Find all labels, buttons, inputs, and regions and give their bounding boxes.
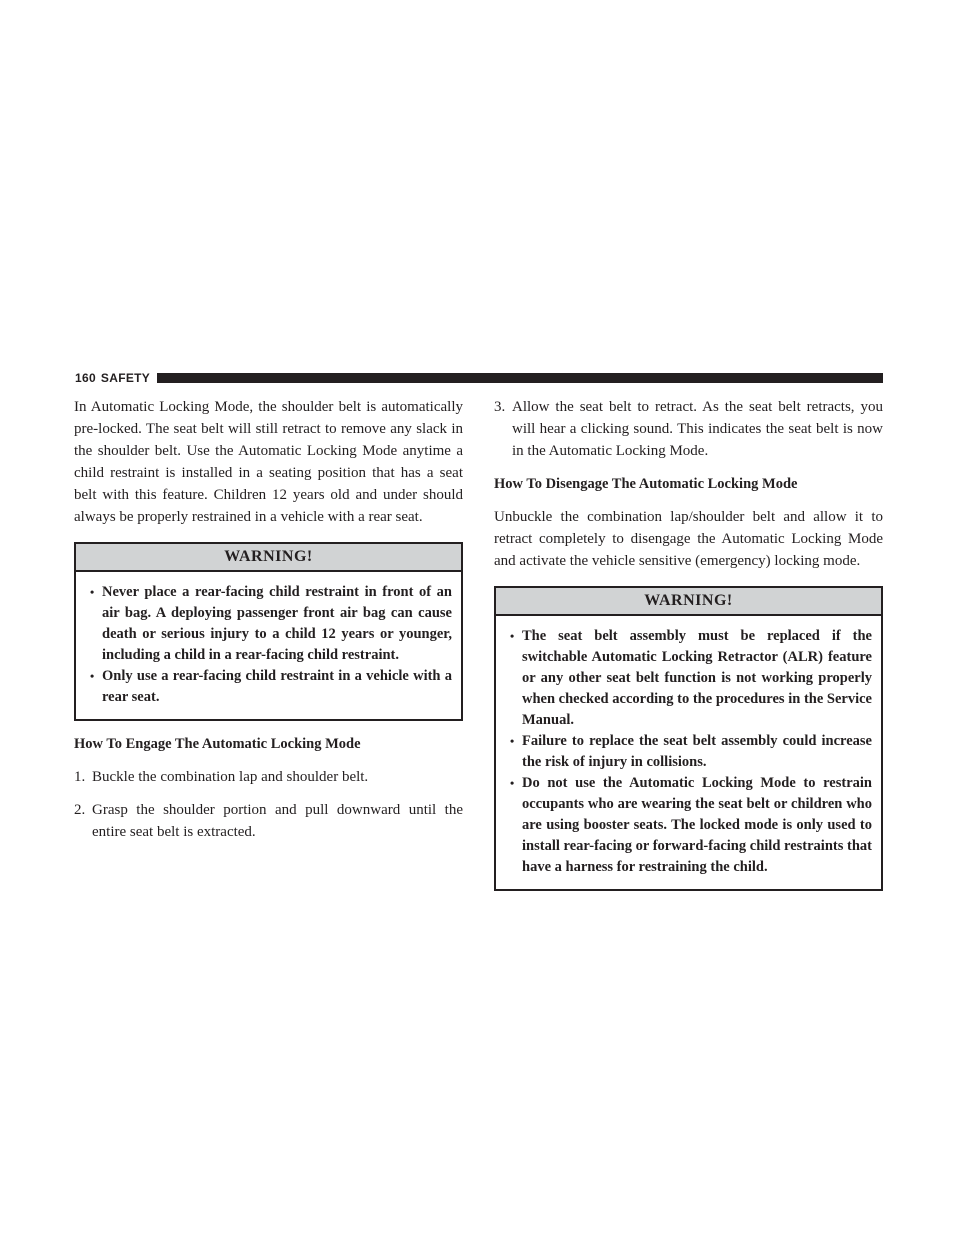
step-item: 3. Allow the seat belt to retract. As the seat belt retracts, you will hear a clicking sound. This indicates the seat belt is now in the Automatic Locking Mode. [494,399,883,459]
warning-title: WARNING! [496,588,881,616]
left-column [74,396,463,854]
step-item: 1. Buckle the combination lap and shoulder belt. [74,769,369,785]
section-title: SAFETY [100,371,151,385]
warning-item: • The seat belt assembly must be replaced if the switchable Automatic Locking Retractor (ALR) feature or any other seat belt function is not working properly when checked according to the procedures in the Service Manual. [510,626,872,731]
engage-heading: How To Engage The Automatic Locking Mode [74,736,361,752]
warning-box-left [74,542,463,721]
warning-title: WARNING! [76,544,461,572]
bullet-icon: • [90,585,95,599]
disengage-paragraph: Unbuckle the combination lap/shoulder belt and allow it to retract completely to disengage the Automatic Locking Mode and activate the vehicle sensitive (emergency) locking mode. [494,509,883,569]
warning-list [496,616,881,889]
page-number: 160 [75,371,96,385]
intro-paragraph: In Automatic Locking Mode, the shoulder belt is automatically pre-locked. The seat belt will still retract to remove any slack in the shoulder belt. Use the Automatic Locking Mode anytime a child restraint is installed in a seating position that has a seat belt with this feature. Children 12 years old and under should always be properly restrained in a vehicle with a rear seat. [74,399,463,525]
header-rule [157,373,883,383]
warning-item: • Do not use the Automatic Locking Mode to restrain occupants who are wearing the seat belt or children who are using booster seats. The locked mode is only used to install rear-facing or forward-facing child restraints that have a harness for restraining the child. [510,773,872,878]
right-column [494,396,883,903]
page-number-section [75,371,150,385]
disengage-heading: How To Disengage The Automatic Locking Mode [494,476,798,492]
warning-item: • Failure to replace the seat belt assembly could increase the risk of injury in collisions. [510,731,872,773]
bullet-icon: • [90,669,95,683]
bullet-icon: • [510,734,515,748]
bullet-icon: • [510,776,515,790]
warning-box-right [494,586,883,891]
page-header [75,370,883,386]
step-item: 2. Grasp the shoulder portion and pull downward until the entire seat belt is extracted. [74,802,463,840]
warning-list [76,572,461,719]
warning-item: • Never place a rear-facing child restraint in front of an air bag. A deploying passenger front air bag can cause death or serious injury to a child 12 years or younger, including a child in a rear-facing child restraint. [90,582,452,666]
bullet-icon: • [510,629,515,643]
warning-item: • Only use a rear-facing child restraint in a vehicle with a rear seat. [90,666,452,708]
